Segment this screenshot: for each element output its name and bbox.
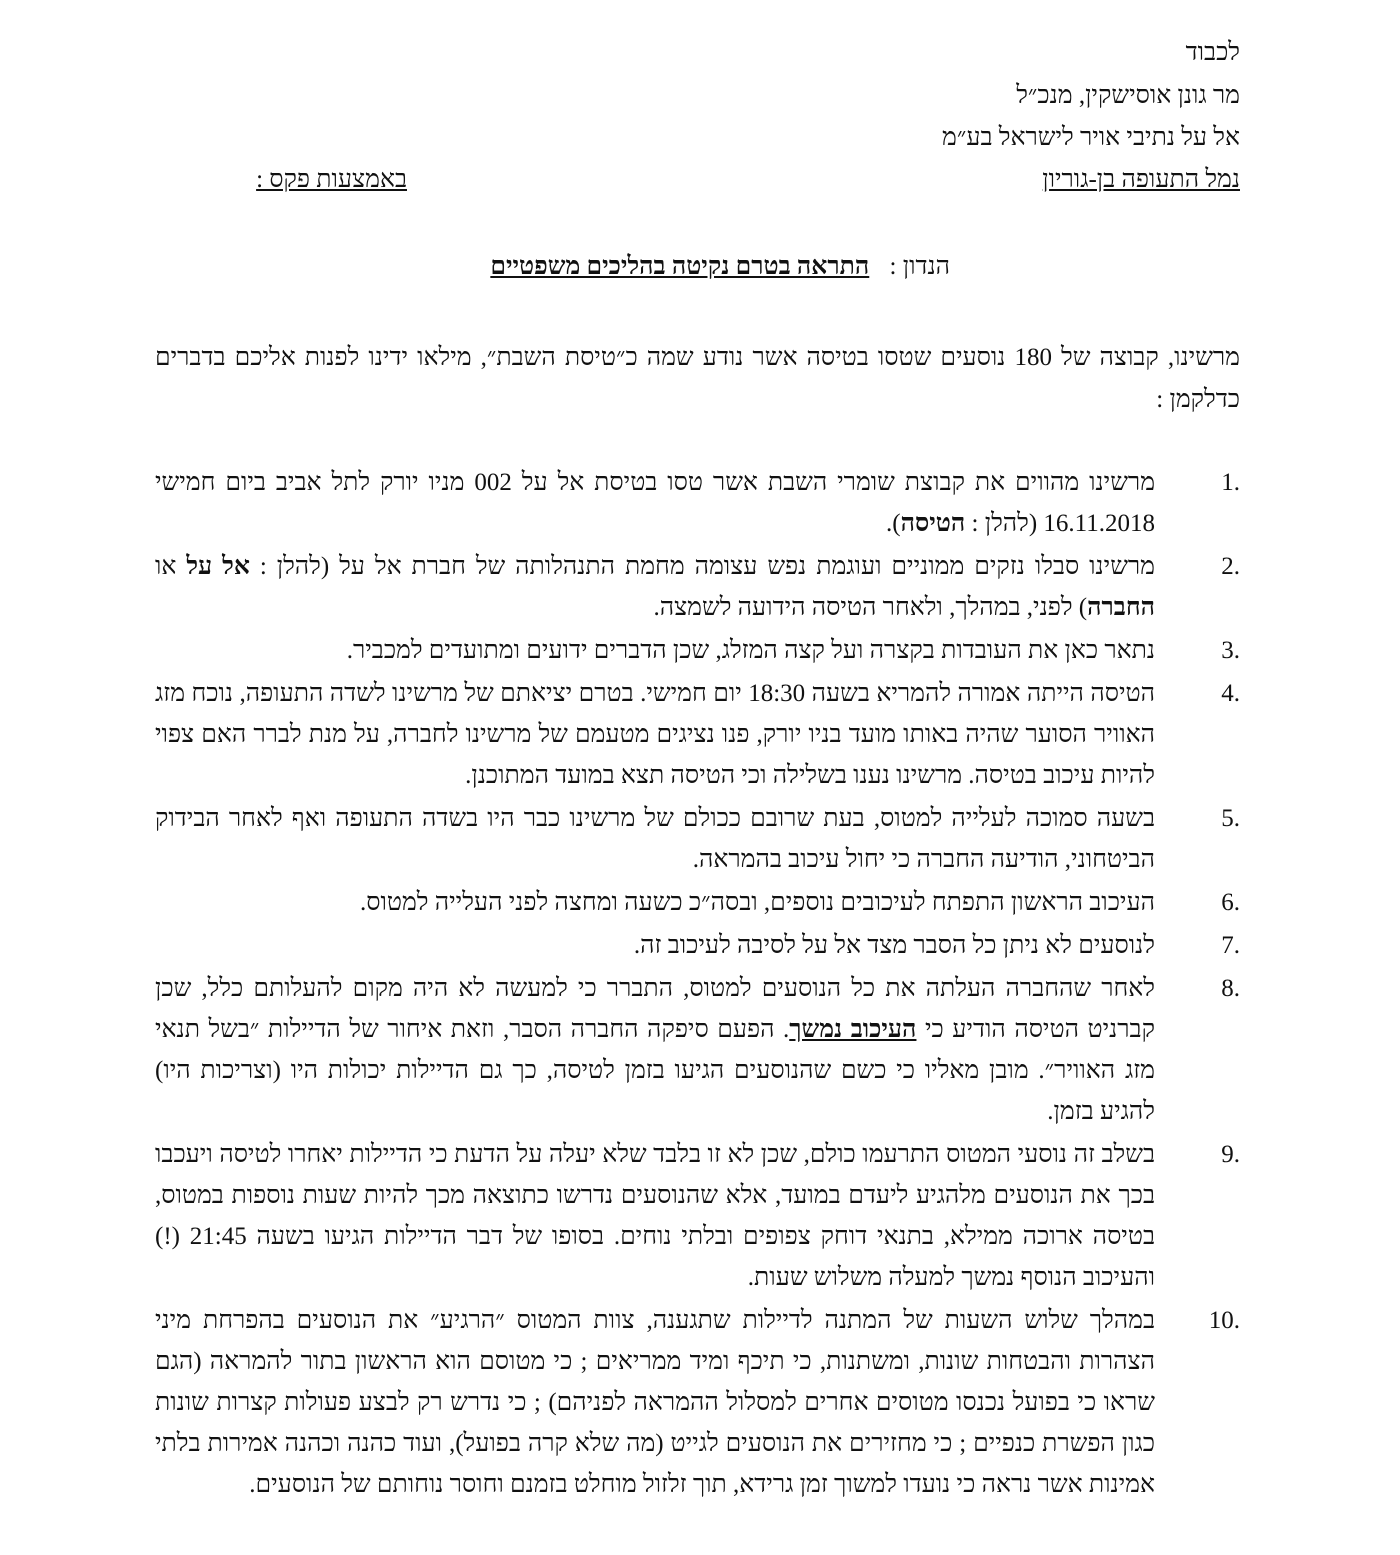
- company-name: אל על נתיבי אויר לישראל בע״מ: [942, 124, 1240, 151]
- item-text: במהלך שלוש השעות של המתנה לדיילות שתגענה, צוות המטוס ״הרגיע״ את הנוסעים בהפרחת מיני הצהרות והבטחות שונות, ומשתנות, כי תיכף ומיד ממריאים ; כי מטוסם הוא הראשון בתור להמראה (הגם שראו כי בפועל נכנסו מטוסים אחרים למסלול ההמראה לפניהם) ; כי נדרש רק לבצע פעולות קצרות שונות כגון הפשרת כנפיים ; כי מחזירים את הנוסעים לגייט (מה שלא קרה בפועל), ועוד כהנה וכהנה אמירות בלתי אמינות אשר נראה כי נועדו למשוך זמן גרידא, תוך זלזול מוחלט בזמנם וחוסר נוחותם של הנוסעים.: [155, 1307, 1155, 1498]
- list-item: [155, 630, 1240, 671]
- list-item: [155, 673, 1240, 796]
- subject-line: [490, 252, 950, 282]
- item-text: בשלב זה נוסעי המטוס התרעמו כולם, שכן לא זו בלבד שלא יעלה על הדעת כי הדיילות יאחרו לטיסה ויעכבו בכך את הנוסעים מלהגיע ליעדם במועד, אלא שהנוסעים נדרשו כתוצאה מכך להיות שעות נוספות במטוס, בטיסה ארוכה ממילא, בתנאי דוחק צפופים ובלתי נוחים. בסופו של דבר הדיילות הגיעו בשעה 21:45 (!) והעיכוב הנוסף נמשך למעלה משלוש שעות.: [155, 1141, 1155, 1291]
- item-text: מרשינו סבלו נזקים ממוניים ועוגמת נפש עצומה מחמת התנהלותה של חברת אל על (להלן :: [249, 553, 1155, 580]
- list-item: [155, 546, 1240, 628]
- list-item: [155, 1300, 1240, 1505]
- item-number: 6.: [1221, 889, 1240, 916]
- item-text: או: [155, 553, 187, 580]
- item-number: 10.: [1208, 1307, 1240, 1334]
- item-number: 7.: [1221, 932, 1240, 959]
- subject-label: הנדון :: [889, 253, 950, 280]
- item-number: 4.: [1221, 680, 1240, 707]
- company-address: נמל התעופה בן-גוריון: [1042, 166, 1240, 193]
- item-number: 8.: [1221, 975, 1240, 1002]
- item-number: 1.: [1221, 469, 1240, 496]
- list-item: [155, 882, 1240, 923]
- item-number: 9.: [1221, 1141, 1240, 1168]
- list-item: [155, 798, 1240, 880]
- list-item: [155, 968, 1240, 1132]
- item-text: הטיסה הייתה אמורה להמריא בשעה 18:30 יום חמישי. בטרם יציאתם של מרשינו לשדה התעופה, נוכח מזג האוויר הסוער שהיה באותו מועד בניו יורק, פנו נציגים מטעמם של מרשינו לחברה, על מנת לברר האם צפוי להיות עיכוב בטיסה. מרשינו נענו בשלילה וכי הטיסה תצא במועד המתוכנן.: [155, 680, 1156, 789]
- item-number: 3.: [1221, 637, 1240, 664]
- item-number: 5.: [1221, 805, 1240, 832]
- delivery-method: באמצעות פקס :: [256, 166, 407, 193]
- salutation: לכבוד: [1185, 39, 1240, 66]
- item-text: העיכוב הראשון התפתח לעיכובים נוספים, ובסה״כ כשעה ומחצה לפני העלייה למטוס.: [360, 889, 1155, 916]
- item-bold-term: הטיסה: [900, 510, 966, 537]
- item-text: נתאר כאן את העובדות בקצרה ועל קצה המזלג, שכן הדברים ידועים ומתועדים למכביר.: [346, 637, 1155, 664]
- subject-title: התראה בטרם נקיטה בהליכים משפטיים: [490, 253, 870, 280]
- item-number: 2.: [1221, 553, 1240, 580]
- item-bold-term: העיכוב נמשך: [789, 1016, 917, 1043]
- item-text: . הפעם סיפקה החברה הסבר, וזאת איחור של הדיילות ״בשל תנאי מזג האוויר״. מובן מאליו כי כשם שהנוסעים הגיעו בזמן לטיסה, כך גם הדיילות יכולות היו (וצריכות היו) להגיע בזמן.: [155, 1016, 1155, 1125]
- item-text: לאחר שהחברה העלתה את כל הנוסעים למטוס, התברר כי למעשה לא היה מקום להעלותם כלל, שכן קברניט הטיסה הודיע כי: [155, 975, 1155, 1043]
- list-item: [155, 925, 1240, 966]
- item-bold-term: אל על: [186, 553, 250, 580]
- item-text: מרשינו מהווים את קבוצת שומרי השבת אשר טסו בטיסת אל על 002 מניו יורק לתל אביב ביום חמישי 16.11.2018 (להלן :: [155, 469, 1156, 537]
- item-bold-term: החברה: [1087, 594, 1155, 621]
- item-text: בשעה סמוכה לעלייה למטוס, בעת שרובם ככולם של מרשינו כבר היו בשדה התעופה ואף לאחר הבידוק הביטחוני, הודיעה החברה כי יחול עיכוב בהמראה.: [155, 805, 1155, 873]
- item-text: לנוסעים לא ניתן כל הסבר מצד אל על לסיבה לעיכוב זה.: [633, 932, 1155, 959]
- recipient-name: מר גונן אוסישקין, מנכ״ל: [1016, 82, 1240, 109]
- item-text: ) לפני, במהלך, ולאחר הטיסה הידועה לשמצה.: [653, 594, 1088, 621]
- item-text: ).: [886, 510, 901, 537]
- intro-paragraph: מרשינו, קבוצה של 180 נוסעים שטסו בטיסה אשר נודע שמה כ״טיסת השבת״, מילאו ידינו לפנות אליכם בדברים כדלקמן :: [155, 344, 1241, 413]
- list-item: [155, 462, 1240, 544]
- list-item: [155, 1134, 1240, 1298]
- numbered-list: [155, 462, 1240, 1507]
